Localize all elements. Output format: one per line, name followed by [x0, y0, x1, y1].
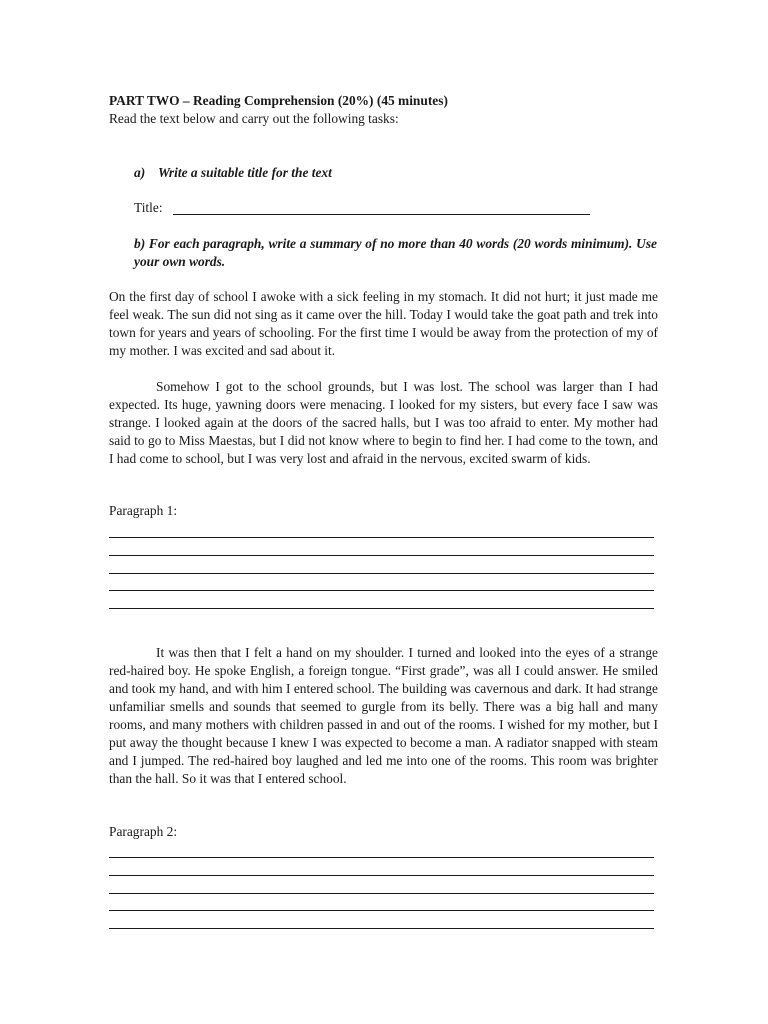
summary-1-label: Paragraph 1:	[109, 503, 178, 518]
summary-1-line[interactable]	[109, 573, 654, 574]
task-a-text: Write a suitable title for the text	[158, 165, 332, 180]
task-a-label: a)	[134, 165, 146, 180]
summary-1-line[interactable]	[109, 590, 654, 591]
summary-2-line[interactable]	[109, 928, 654, 929]
passage-paragraph-1a: On the first day of school I awoke with a sick feeling in my stomach. It did not hurt; it just made me feel weak. The sun did not sing as it came over the hill. Today I would take the goat path and trek into town for years and years of schooling. For the first time I would be away from the protection of my of my mother. I was excited and sad about it.	[109, 289, 658, 358]
title-answer-line[interactable]	[173, 214, 590, 215]
instructions: Read the text below and carry out the following tasks:	[109, 111, 399, 126]
summary-2-label: Paragraph 2:	[109, 824, 178, 839]
title-field-row	[134, 199, 163, 217]
summary-2-line[interactable]	[109, 893, 654, 894]
summary-2-line[interactable]	[109, 875, 654, 876]
summary-2-line[interactable]	[109, 857, 654, 858]
passage-paragraph-2: It was then that I felt a hand on my shoulder. I turned and looked into the eyes of a strange red-haired boy. He spoke English, a foreign tongue. “First grade”, was all I could answer. He smiled and took my hand, and with him I entered school. The building was cavernous and dark. It had strange unfamiliar smells and sounds that seemed to gurgle from its belly. There was a big hall and many rooms, and many mothers with children passed in and out of the rooms. I wished for my mother, but I put away the thought because I knew I was expected to become a man. A radiator snapped with steam and I jumped. The red-haired boy laughed and led me into one of the rooms. This room was brighter than the hall. So it was that I entered school.	[109, 645, 659, 786]
summary-1-line[interactable]	[109, 555, 654, 556]
summary-1-line[interactable]	[109, 537, 654, 538]
summary-2-line[interactable]	[109, 910, 654, 911]
passage-paragraph-1b: Somehow I got to the school grounds, but I was lost. The school was larger than I had expected. Its huge, yawning doors were menacing. I looked for my sisters, but every face I saw was strange. I looked again at the doors of the sacred halls, but I was too afraid to enter. My mother had said to go to Miss Maestas, but I did not know where to begin to find her. I had come to the town, and I had come to school, but I was very lost and afraid in the nervous, excited swarm of kids.	[109, 379, 658, 466]
summary-1-line[interactable]	[109, 608, 654, 609]
task-b: b) For each paragraph, write a summary of no more than 40 words (20 words minimum). Use your own words.	[134, 236, 657, 269]
task-a	[134, 164, 332, 182]
part-heading: PART TWO – Reading Comprehension (20%) (45 minutes)	[109, 93, 448, 108]
title-label: Title:	[134, 200, 163, 215]
